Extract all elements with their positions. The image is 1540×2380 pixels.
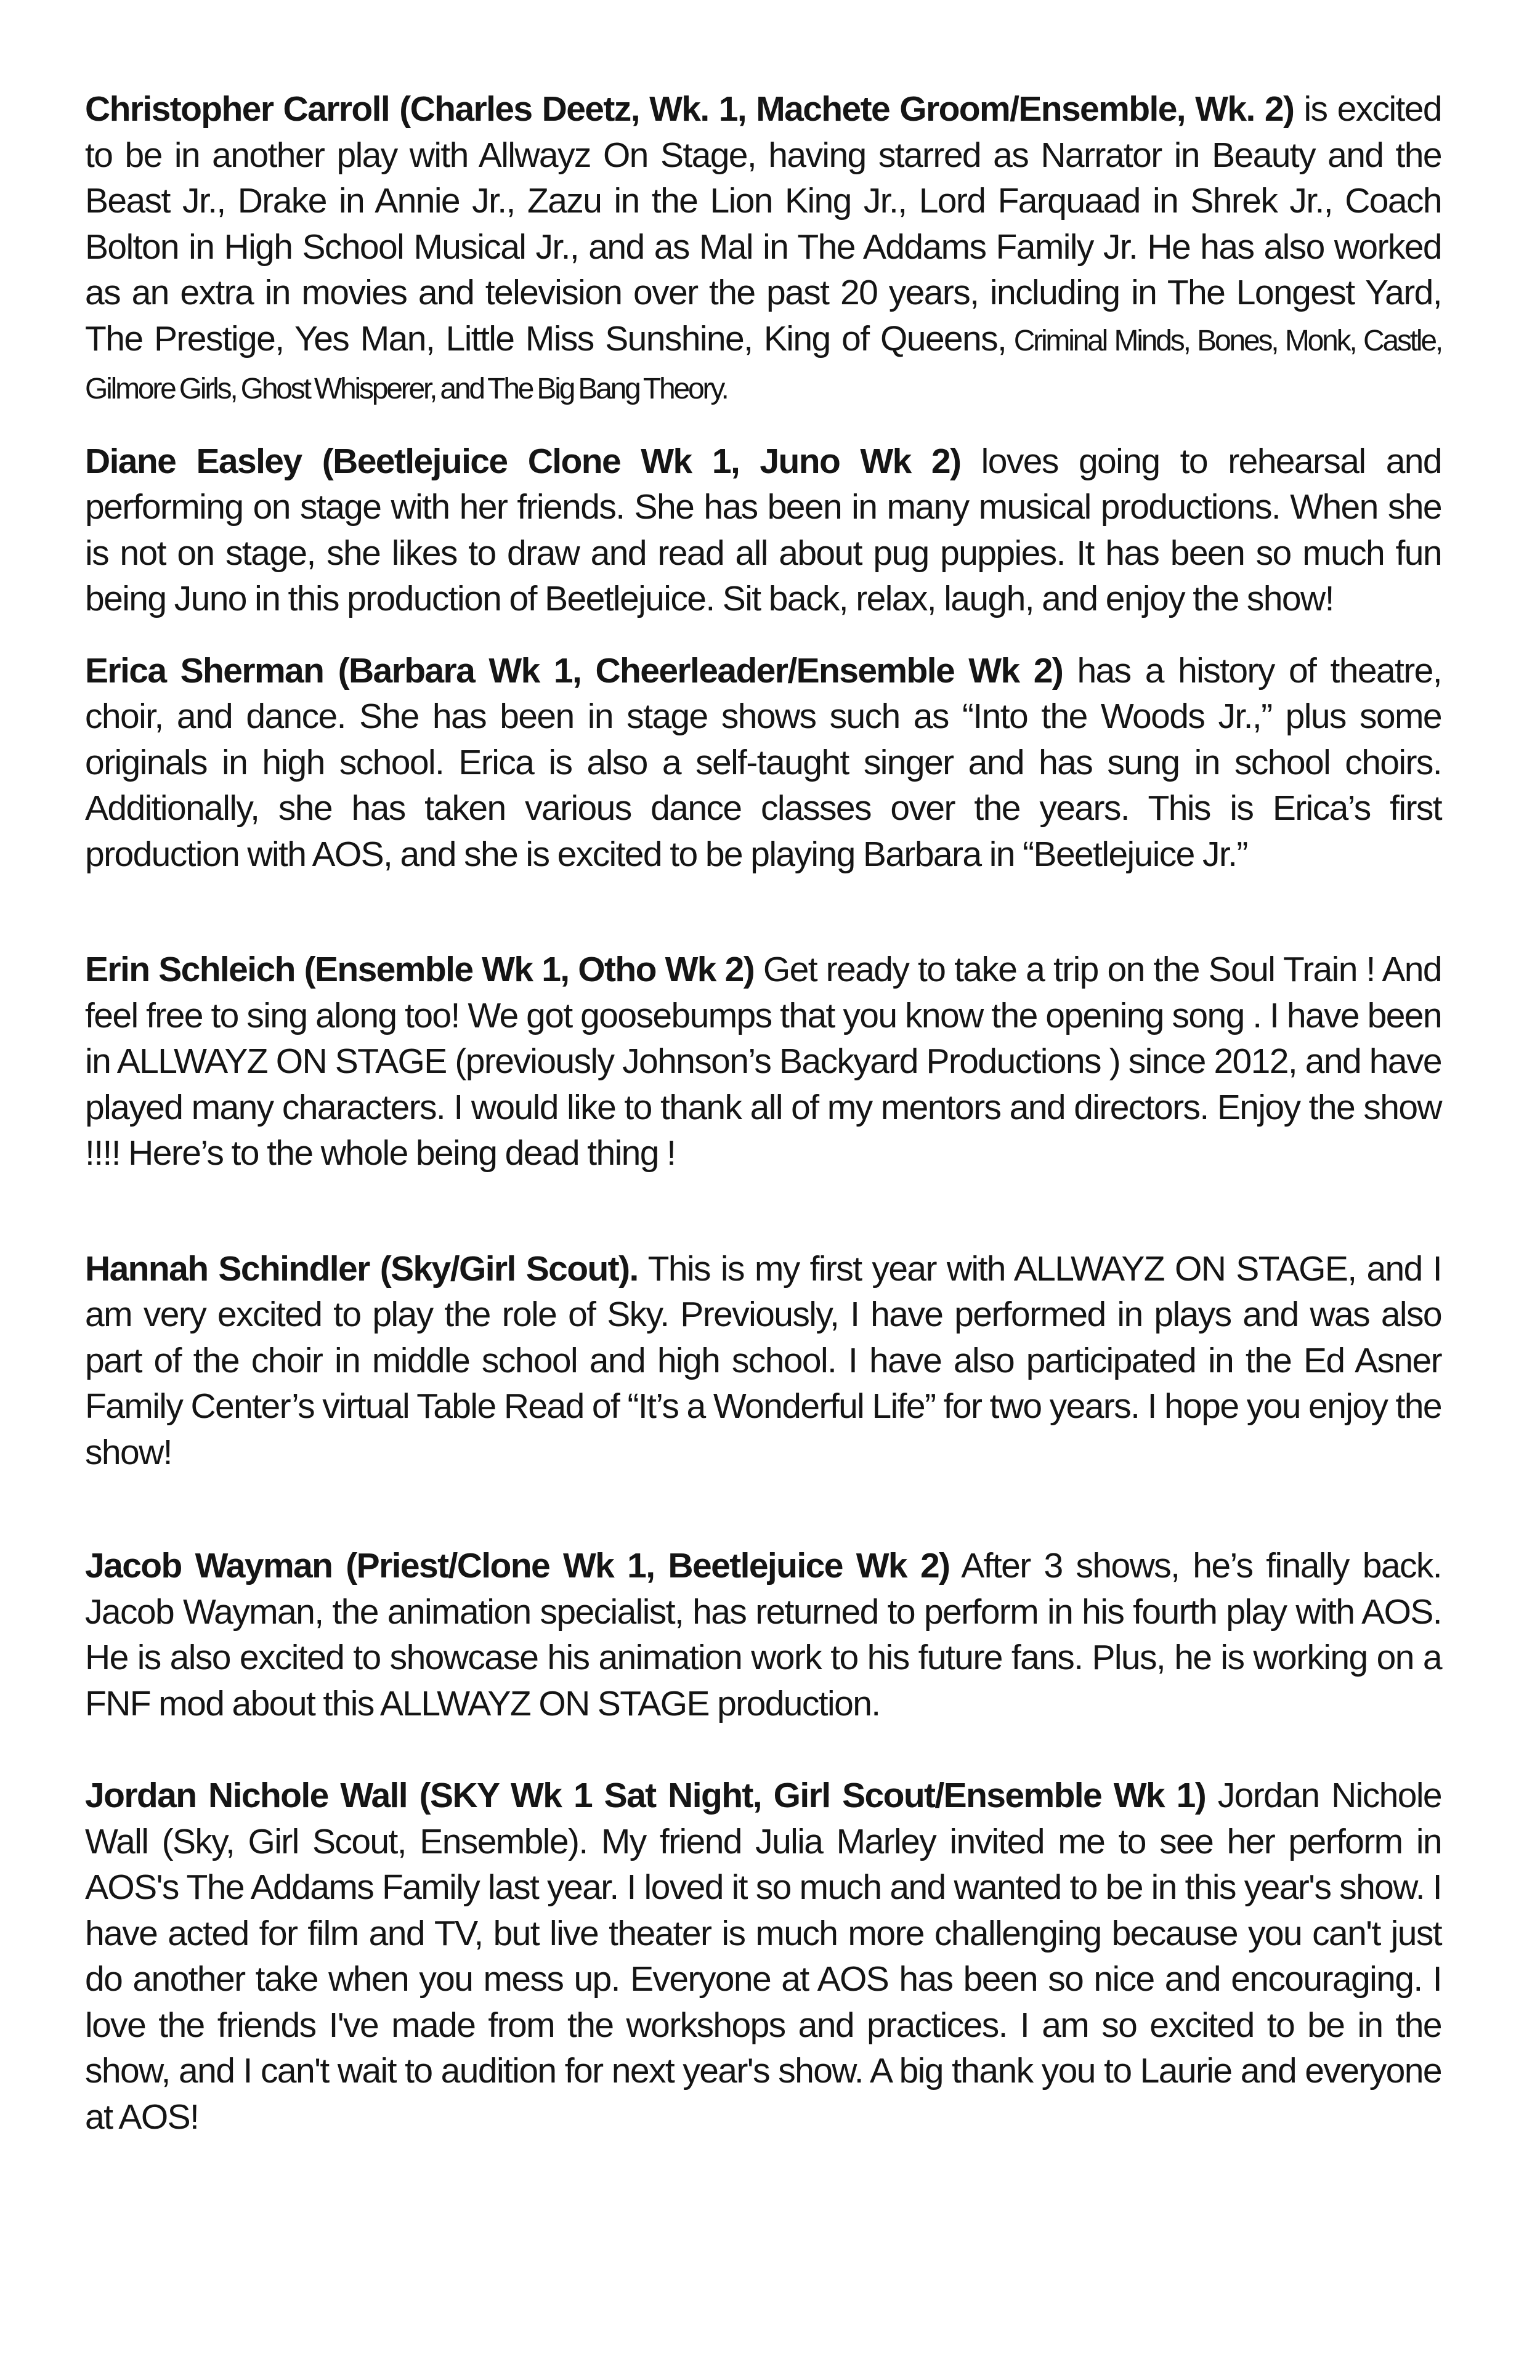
cast-bio [85, 648, 1441, 878]
cast-bio [85, 1246, 1441, 1476]
cast-member-name: Jacob Wayman (Priest/Clone Wk 1, Beetlejuice Wk 2) [85, 1546, 950, 1585]
cast-bios-page [85, 86, 1441, 2140]
cast-bio [85, 1773, 1441, 2140]
cast-bio [85, 947, 1441, 1176]
cast-bio-text: loves going to rehearsal and performing on stage with her friends. She has been in many musical productions. When she is not on stage, she likes to draw and read all about pug puppies. It has been so much fun being Juno in this production of Beetlejuice. Sit back, relax, laugh, and enjoy the show! [85, 441, 1441, 618]
cast-bio [85, 86, 1441, 413]
cast-bio-text: Jordan Nichole Wall (Sky, Girl Scout, Ensemble). My friend Julia Marley invited me to see her perform in AOS's The Addams Family last year. I loved it so much and wanted to be in this year's show. I have acted for film and TV, but live theater is much more challenging because you can't just do another take when you mess up. Everyone at AOS has been so nice and encouraging. I love the friends I've made from the workshops and practices. I am so excited to be in the show, and I can't wait to audition for next year's show. A big thank you to Laurie and everyone at AOS! [85, 1776, 1441, 2137]
cast-member-name: Jordan Nichole Wall (SKY Wk 1 Sat Night, Girl Scout/Ensemble Wk 1) [85, 1776, 1206, 1815]
cast-bio [85, 1543, 1441, 1726]
cast-bio [85, 439, 1441, 622]
cast-bio-text: has a history of theatre, choir, and dance. She has been in stage shows such as “Into the Woods Jr.,” plus some originals in high school. Erica is also a self-taught singer and has sung in school choirs. Additionally, she has taken various dance classes over the years. This is Erica’s first production with AOS, and she is excited to be playing Barbara in “Beetlejuice Jr.” [85, 650, 1441, 874]
cast-bio-text: is excited to be in another play with Allwayz On Stage, having starred as Narrator in Beauty and the Beast Jr., Drake in Annie Jr., Zazu in the Lion King Jr., Lord Farquaad in Shrek Jr., Coach Bolton in High School Musical Jr., and as Mal in The Addams Family Jr. He has also worked as an extra in movies and television over the past 20 years, including in The Longest Yard, The Prestige, Yes Man, Little Miss Sunshine, King of Queens, [85, 89, 1441, 358]
cast-member-name: Erin Schleich (Ensemble Wk 1, Otho Wk 2) [85, 950, 755, 989]
cast-member-name: Hannah Schindler (Sky/Girl Scout). [85, 1249, 638, 1289]
cast-member-name: Erica Sherman (Barbara Wk 1, Cheerleader/Ensemble Wk 2) [85, 650, 1063, 690]
cast-bio-text: Get ready to take a trip on the Soul Train ! And feel free to sing along too! We got goosebumps that you know the opening song . I have been in ALLWAYZ ON STAGE (previously Johnson’s Backyard Productions ) since 2012, and have played many characters. I would like to thank all of my mentors and directors. Enjoy the show !!!! Here’s to the whole being dead thing ! [85, 950, 1441, 1173]
cast-member-name: Christopher Carroll (Charles Deetz, Wk. 1, Machete Groom/Ensemble, Wk. 2) [85, 89, 1294, 129]
cast-bio-text-condensed: Criminal Minds, Bones, Monk, Castle, Gilmore Girls, Ghost Whisperer, and The Big Bang Theory. [85, 324, 1441, 405]
cast-member-name: Diane Easley (Beetlejuice Clone Wk 1, Juno Wk 2) [85, 441, 961, 481]
cast-bio-text: After 3 shows, he’s finally back. Jacob Wayman, the animation specialist, has returned to perform in his fourth play with AOS. He is also excited to showcase his animation work to his future fans. Plus, he is working on a FNF mod about this ALLWAYZ ON STAGE production. [85, 1546, 1441, 1723]
cast-bio-text: This is my first year with ALLWAYZ ON STAGE, and I am very excited to play the role of Sky. Previously, I have performed in plays and was also part of the choir in middle school and high school. I have also participated in the Ed Asner Family Center’s virtual Table Read of “It’s a Wonderful Life” for two years. I hope you enjoy the show! [85, 1249, 1441, 1472]
